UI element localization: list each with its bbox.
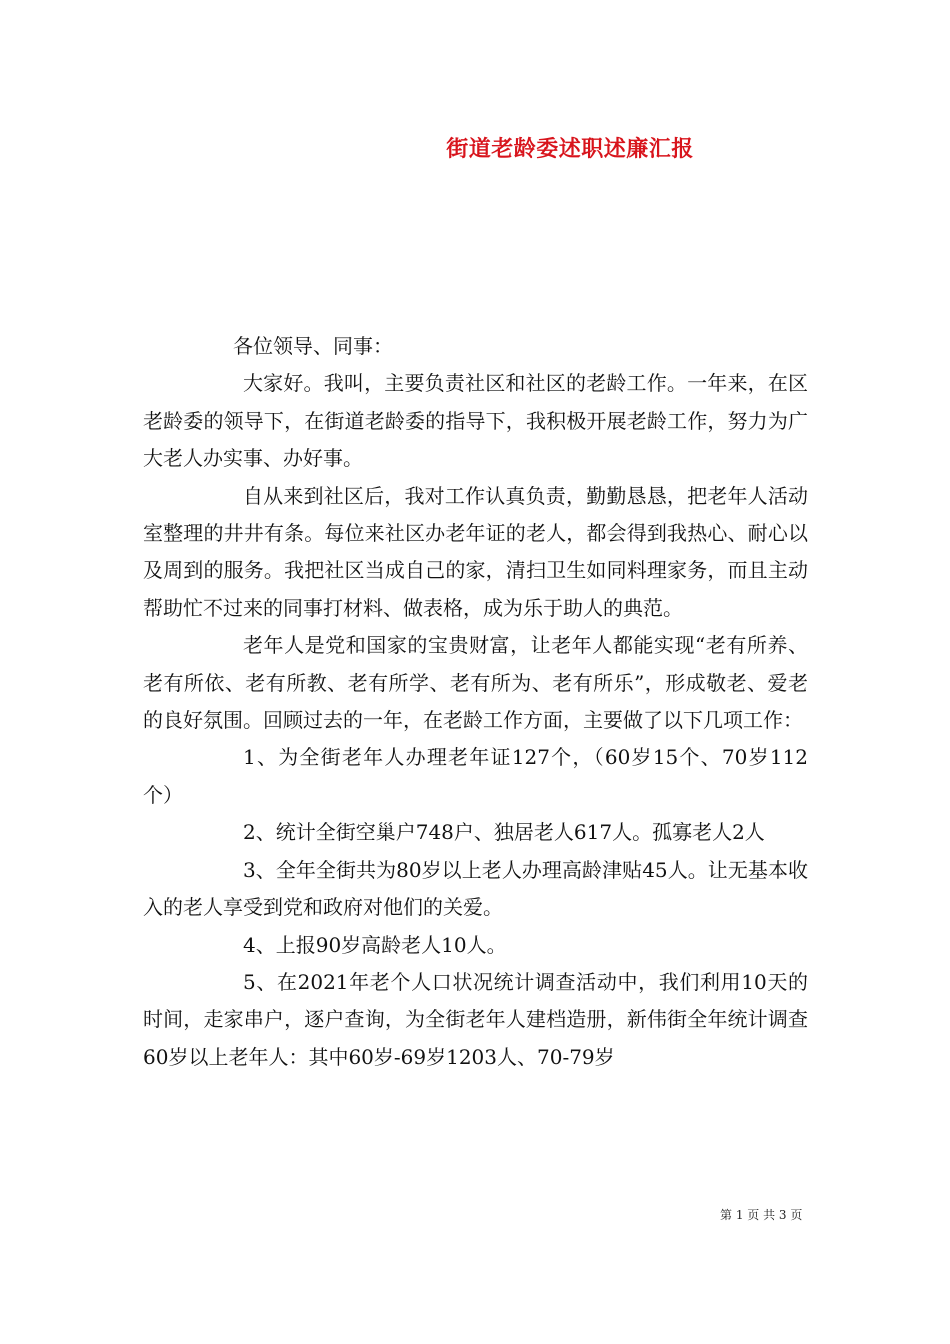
list-item-3: 3、全年全街共为80岁以上老人办理高龄津贴45人。让无基本收入的老人享受到党和政府对他们的关爱。 bbox=[143, 857, 808, 920]
page-number-footer: 第 1 页 共 3 页 bbox=[720, 1208, 803, 1222]
paragraph-overview: 老年人是党和国家的宝贵财富，让老年人都能实现“老有所养、老有所依、老有所教、老有所学、老有所为、老有所乐”，形成敬老、爱老的良好氛围。回顾过去的一年，在老龄工作方面，主要做了以下几项工作： bbox=[143, 633, 808, 733]
list-item-4: 4、上报90岁高龄老人10人。 bbox=[243, 932, 507, 957]
paragraph-intro: 大家好。我叫，主要负责社区和社区的老龄工作。一年来，在区老龄委的领导下，在街道老龄委的指导下，我积极开展老龄工作，努力为广大老人办实事、办好事。 bbox=[143, 371, 808, 471]
list-item-2: 2、统计全街空巢户748户、独居老人617人。孤寡老人2人 bbox=[243, 820, 765, 845]
salutation: 各位领导、同事： bbox=[233, 334, 393, 358]
document-body bbox=[143, 328, 808, 1076]
document-title: 街道老龄委述职述廉汇报 bbox=[446, 136, 694, 162]
list-item-1: 1、为全街老年人办理老年证127个，（60岁15个、70岁112个） bbox=[143, 745, 808, 807]
paragraph-work-attitude: 自从来到社区后，我对工作认真负责，勤勤恳恳，把老年人活动室整理的井井有条。每位来社区办老年证的老人，都会得到我热心、耐心以及周到的服务。我把社区当成自己的家，清扫卫生如同料理家务，而且主动帮助忙不过来的同事打材料、做表格，成为乐于助人的典范。 bbox=[143, 483, 808, 620]
list-item-5: 5、在2021年老个人口状况统计调查活动中，我们利用10天的时间，走家串户，逐户查询，为全街老年人建档造册，新伟街全年统计调查60岁以上老年人：其中60岁-69岁1203人、70-79岁 bbox=[143, 969, 808, 1069]
